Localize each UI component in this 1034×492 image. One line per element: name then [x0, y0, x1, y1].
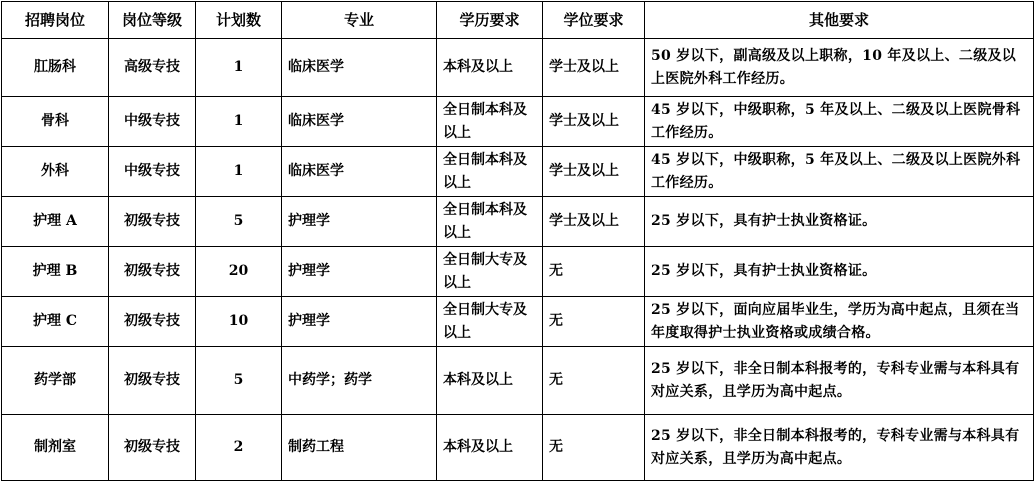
cell-major: 制药工程	[282, 415, 437, 481]
recruitment-table	[1, 1, 1034, 481]
cell-major: 护理学	[282, 297, 437, 347]
cell-post: 肛肠科	[2, 39, 109, 97]
cell-level: 初级专技	[109, 247, 196, 297]
cell-other: 45 岁以下，中级职称，5 年及以上、二级及以上医院外科工作经历。	[645, 147, 1034, 197]
header-education: 学历要求	[437, 2, 543, 39]
cell-degree: 无	[543, 347, 645, 415]
cell-post: 护理 A	[2, 197, 109, 247]
cell-degree: 学士及以上	[543, 39, 645, 97]
cell-education: 全日制本科及以上	[437, 97, 543, 147]
table-row	[2, 247, 1034, 297]
table-header-row	[2, 2, 1034, 39]
cell-level: 中级专技	[109, 147, 196, 197]
cell-other: 25 岁以下，面向应届毕业生，学历为高中起点，且须在当年度取得护士执业资格或成绩合格。	[645, 297, 1034, 347]
cell-education: 本科及以上	[437, 39, 543, 97]
cell-major: 临床医学	[282, 147, 437, 197]
cell-education: 全日制本科及以上	[437, 197, 543, 247]
cell-post: 药学部	[2, 347, 109, 415]
cell-education: 全日制本科及以上	[437, 147, 543, 197]
cell-other: 45 岁以下，中级职称，5 年及以上、二级及以上医院骨科工作经历。	[645, 97, 1034, 147]
cell-education: 全日制大专及以上	[437, 247, 543, 297]
cell-level: 初级专技	[109, 415, 196, 481]
table-row	[2, 347, 1034, 415]
cell-count: 2	[196, 415, 282, 481]
cell-count: 5	[196, 197, 282, 247]
cell-count: 1	[196, 39, 282, 97]
cell-level: 初级专技	[109, 347, 196, 415]
cell-post: 护理 B	[2, 247, 109, 297]
cell-major: 护理学	[282, 247, 437, 297]
header-other: 其他要求	[645, 2, 1034, 39]
cell-other: 25 岁以下，非全日制本科报考的，专科专业需与本科具有对应关系，且学历为高中起点。	[645, 347, 1034, 415]
cell-post: 护理 C	[2, 297, 109, 347]
cell-count: 1	[196, 147, 282, 197]
header-major: 专业	[282, 2, 437, 39]
cell-level: 中级专技	[109, 97, 196, 147]
header-degree: 学位要求	[543, 2, 645, 39]
cell-degree: 无	[543, 297, 645, 347]
table-row	[2, 415, 1034, 481]
cell-education: 全日制大专及以上	[437, 297, 543, 347]
cell-degree: 无	[543, 247, 645, 297]
cell-major: 临床医学	[282, 97, 437, 147]
cell-degree: 学士及以上	[543, 197, 645, 247]
table-row	[2, 197, 1034, 247]
cell-post: 外科	[2, 147, 109, 197]
cell-degree: 无	[543, 415, 645, 481]
cell-count: 1	[196, 97, 282, 147]
cell-level: 初级专技	[109, 297, 196, 347]
cell-other: 25 岁以下，具有护士执业资格证。	[645, 197, 1034, 247]
cell-major: 护理学	[282, 197, 437, 247]
cell-count: 5	[196, 347, 282, 415]
header-count: 计划数	[196, 2, 282, 39]
header-level: 岗位等级	[109, 2, 196, 39]
cell-other: 50 岁以下，副高级及以上职称，10 年及以上、二级及以上医院外科工作经历。	[645, 39, 1034, 97]
cell-major: 临床医学	[282, 39, 437, 97]
cell-education: 本科及以上	[437, 415, 543, 481]
table-row	[2, 297, 1034, 347]
table-row	[2, 147, 1034, 197]
cell-count: 10	[196, 297, 282, 347]
cell-degree: 学士及以上	[543, 147, 645, 197]
cell-count: 20	[196, 247, 282, 297]
table-row	[2, 97, 1034, 147]
header-post: 招聘岗位	[2, 2, 109, 39]
cell-education: 本科及以上	[437, 347, 543, 415]
cell-post: 骨科	[2, 97, 109, 147]
cell-level: 高级专技	[109, 39, 196, 97]
cell-level: 初级专技	[109, 197, 196, 247]
cell-other: 25 岁以下，具有护士执业资格证。	[645, 247, 1034, 297]
table-row	[2, 39, 1034, 97]
cell-post: 制剂室	[2, 415, 109, 481]
cell-other: 25 岁以下，非全日制本科报考的，专科专业需与本科具有对应关系，且学历为高中起点。	[645, 415, 1034, 481]
cell-major: 中药学；药学	[282, 347, 437, 415]
cell-degree: 学士及以上	[543, 97, 645, 147]
